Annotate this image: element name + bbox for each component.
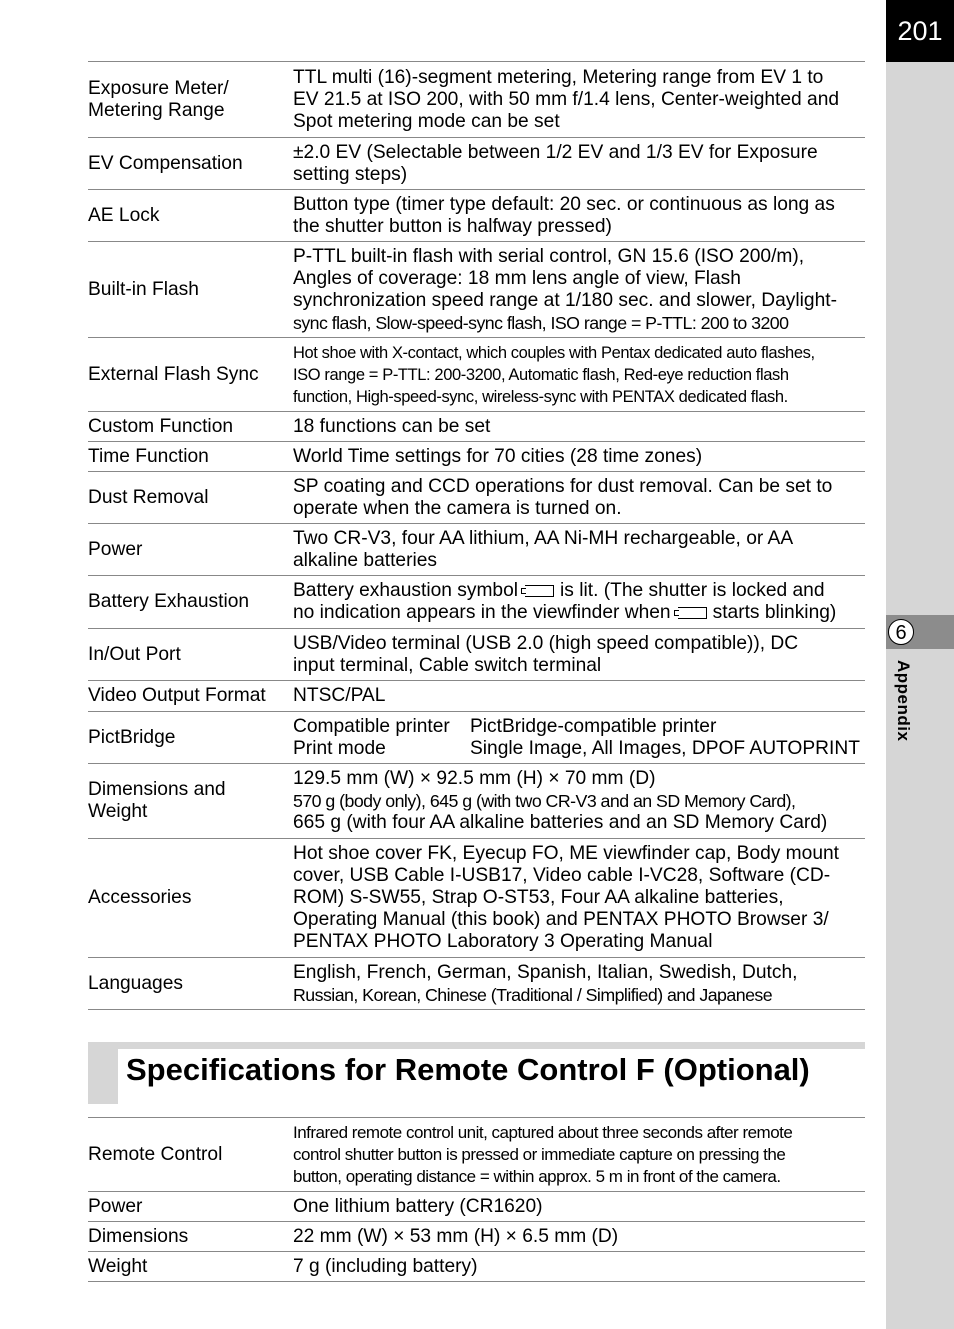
spec-label-line: Weight xyxy=(88,801,148,822)
spec-label-line: Battery Exhaustion xyxy=(88,591,250,612)
spec-label xyxy=(88,1192,292,1222)
spec-label xyxy=(88,839,292,958)
spec-value-line xyxy=(293,580,865,602)
chapter-number: 6 xyxy=(888,619,914,645)
spec-label-line: Dimensions and xyxy=(88,779,226,800)
spec-label-line: Accessories xyxy=(88,887,192,908)
spec-value-line: Russian, Korean, Chinese (Traditional / Simplified) and Japanese xyxy=(293,984,773,1005)
spec-value xyxy=(292,242,865,338)
spec-row xyxy=(88,338,865,412)
spec-value-line: button, operating distance = within approx. 5 m in front of the camera. xyxy=(293,1166,781,1186)
pictbridge-grid xyxy=(293,716,865,760)
spec-label-line: Custom Function xyxy=(88,415,234,437)
spec-row xyxy=(88,242,865,338)
spec-value-line: operate when the camera is turned on. xyxy=(293,497,622,519)
spec-value-line: Spot metering mode can be set xyxy=(293,110,560,132)
spec-value-line: P-TTL built-in flash with serial control, GN 15.6 (ISO 200/m), xyxy=(293,245,805,267)
spec-value-line: Button type (timer type default: 20 sec. or continuous as long as xyxy=(293,193,835,215)
spec-row xyxy=(88,442,865,472)
spec-value xyxy=(292,764,865,839)
spec-label-line: Remote Control xyxy=(88,1143,223,1165)
spec-value-text: starts blinking) xyxy=(712,602,837,623)
spec-label xyxy=(88,524,292,576)
spec-row xyxy=(88,1252,865,1282)
spec-value xyxy=(292,62,865,138)
spec-value-line: ISO range = P-TTL: 200-3200, Automatic flash, Red-eye reduction flash xyxy=(293,365,789,384)
spec-value-line: English, French, German, Spanish, Italian, Swedish, Dutch, xyxy=(293,961,798,983)
spec-label-line: Power xyxy=(88,1195,143,1217)
spec-value xyxy=(292,442,865,472)
spec-value-line: Operating Manual (this book) and PENTAX PHOTO Browser 3/ xyxy=(293,909,829,930)
spec-label xyxy=(88,1118,292,1192)
spec-value-line: 18 functions can be set xyxy=(293,415,491,437)
pictbridge-key: Print mode xyxy=(293,737,386,759)
spec-value xyxy=(292,412,865,442)
spec-label xyxy=(88,412,292,442)
spec-value-line: USB/Video terminal (USB 2.0 (high speed compatible)), DC xyxy=(293,632,799,654)
spec-row xyxy=(88,1192,865,1222)
spec-label-line: Dust Removal xyxy=(88,486,209,508)
spec-value-line: World Time settings for 70 cities (28 time zones) xyxy=(293,445,703,467)
spec-label-line: EV Compensation xyxy=(88,152,243,174)
spec-label xyxy=(88,190,292,242)
spec-value xyxy=(292,1222,865,1252)
spec-label xyxy=(88,958,292,1010)
section-title: Specifications for Remote Control F (Optional) xyxy=(126,1052,810,1087)
spec-value-line: alkaline batteries xyxy=(293,549,437,571)
spec-row xyxy=(88,138,865,190)
spec-row xyxy=(88,681,865,712)
spec-label-line: AE Lock xyxy=(88,204,160,226)
spec-value xyxy=(292,1192,865,1222)
spec-value xyxy=(292,839,865,958)
spec-value-line: 665 g (with four AA alkaline batteries and an SD Memory Card) xyxy=(293,812,828,833)
spec-value-line: 22 mm (W) × 53 mm (H) × 6.5 mm (D) xyxy=(293,1225,619,1247)
spec-label-line: Built-in Flash xyxy=(88,278,199,300)
spec-value xyxy=(292,958,865,1010)
spec-value-line: One lithium battery (CR1620) xyxy=(293,1195,543,1217)
spec-row xyxy=(88,472,865,524)
battery-empty-icon xyxy=(521,584,557,597)
spec-label-line: Languages xyxy=(88,972,183,994)
spec-value xyxy=(292,1252,865,1282)
spec-value xyxy=(292,190,865,242)
spec-label xyxy=(88,681,292,712)
spec-value-line: input terminal, Cable switch terminal xyxy=(293,654,602,676)
spec-value xyxy=(292,524,865,576)
spec-label xyxy=(88,712,292,764)
spec-row xyxy=(88,524,865,576)
spec-value xyxy=(292,1118,865,1192)
chapter-label: Appendix xyxy=(894,660,913,742)
spec-value-line: Two CR-V3, four AA lithium, AA Ni-MH rechargeable, or AA xyxy=(293,527,794,549)
spec-value-line: control shutter button is pressed or immediate capture on pressing the xyxy=(293,1144,786,1164)
spec-value-line xyxy=(293,602,865,624)
spec-label-line: Time Function xyxy=(88,445,209,467)
spec-label-line: PictBridge xyxy=(88,726,176,748)
spec-row xyxy=(88,1222,865,1252)
spec-value-line: synchronization speed range at 1/180 sec. and slower, Daylight- xyxy=(293,289,837,311)
spec-value xyxy=(292,629,865,681)
spec-row xyxy=(88,412,865,442)
camera-spec-table xyxy=(88,61,865,1010)
spec-value-text: is lit. (The shutter is locked and xyxy=(560,580,825,601)
spec-label-line: Power xyxy=(88,538,143,560)
spec-label xyxy=(88,442,292,472)
spec-label-line: External Flash Sync xyxy=(88,363,259,385)
spec-value-line: 7 g (including battery) xyxy=(293,1255,478,1277)
spec-row xyxy=(88,576,865,629)
spec-value-line: sync flash, Slow-speed-sync flash, ISO range = P-TTL: 200 to 3200 xyxy=(293,312,789,333)
spec-value-line: setting steps) xyxy=(293,163,408,185)
page-number: 201 xyxy=(886,0,954,62)
spec-value-line: Hot shoe with X-contact, which couples with Pentax dedicated auto flashes, xyxy=(293,343,815,362)
spec-row xyxy=(88,712,865,764)
spec-label-line: Weight xyxy=(88,1255,148,1277)
spec-label xyxy=(88,242,292,338)
spec-value-line: TTL multi (16)-segment metering, Metering range from EV 1 to xyxy=(293,66,824,88)
battery-empty-icon xyxy=(674,606,710,619)
spec-row xyxy=(88,764,865,839)
spec-value-line: the shutter button is halfway pressed) xyxy=(293,215,612,237)
spec-value xyxy=(292,681,865,712)
spec-value-line: 570 g (body only), 645 g (with two CR-V3 and an SD Memory Card), xyxy=(293,791,796,811)
spec-row xyxy=(88,1118,865,1192)
spec-row xyxy=(88,629,865,681)
spec-value-line: 129.5 mm (W) × 92.5 mm (H) × 70 mm (D) xyxy=(293,768,656,789)
spec-label xyxy=(88,62,292,138)
spec-label xyxy=(88,1222,292,1252)
spec-label xyxy=(88,338,292,412)
spec-label-line: Video Output Format xyxy=(88,685,266,706)
spec-row xyxy=(88,839,865,958)
spec-value-line: Angles of coverage: 18 mm lens angle of view, Flash xyxy=(293,267,741,289)
spec-value xyxy=(292,338,865,412)
spec-label xyxy=(88,1252,292,1282)
spec-value-line: ±2.0 EV (Selectable between 1/2 EV and 1/3 EV for Exposure xyxy=(293,141,818,163)
spec-value-line: SP coating and CCD operations for dust removal. Can be set to xyxy=(293,475,833,497)
spec-row xyxy=(88,62,865,138)
spec-value-line: cover, USB Cable I-USB17, Video cable I-VC28, Software (CD- xyxy=(293,865,831,886)
spec-value-line: PENTAX PHOTO Laboratory 3 Operating Manual xyxy=(293,931,713,952)
spec-value-line: function, High-speed-sync, wireless-sync with PENTAX dedicated flash. xyxy=(293,387,788,406)
pictbridge-key: Compatible printer xyxy=(293,715,450,737)
spec-value-line: NTSC/PAL xyxy=(293,685,386,706)
remote-spec-table xyxy=(88,1117,865,1282)
spec-value xyxy=(292,712,865,764)
spec-label xyxy=(88,472,292,524)
spec-label xyxy=(88,629,292,681)
spec-value xyxy=(292,138,865,190)
pictbridge-val: Single Image, All Images, DPOF AUTOPRINT xyxy=(470,737,860,759)
spec-label-line: Dimensions xyxy=(88,1225,189,1247)
spec-label xyxy=(88,138,292,190)
spec-label-line: Metering Range xyxy=(88,99,225,121)
spec-row xyxy=(88,958,865,1010)
pictbridge-val: PictBridge-compatible printer xyxy=(470,715,717,737)
spec-label-line: Exposure Meter/ xyxy=(88,77,229,99)
spec-label-line: In/Out Port xyxy=(88,643,181,665)
spec-value-text: Battery exhaustion symbol xyxy=(293,580,519,601)
spec-label xyxy=(88,576,292,629)
spec-value-line: Hot shoe cover FK, Eyecup FO, ME viewfinder cap, Body mount xyxy=(293,843,840,864)
spec-value-line: ROM) S-SW55, Strap O-ST53, Four AA alkaline batteries, xyxy=(293,887,784,908)
spec-value-text: no indication appears in the viewfinder when xyxy=(293,602,671,623)
spec-label xyxy=(88,764,292,839)
spec-value xyxy=(292,472,865,524)
spec-value-line: EV 21.5 at ISO 200, with 50 mm f/1.4 lens, Center-weighted and xyxy=(293,88,840,110)
spec-row xyxy=(88,190,865,242)
spec-value xyxy=(292,576,865,629)
spec-value-line: Infrared remote control unit, captured about three seconds after remote xyxy=(293,1122,793,1142)
